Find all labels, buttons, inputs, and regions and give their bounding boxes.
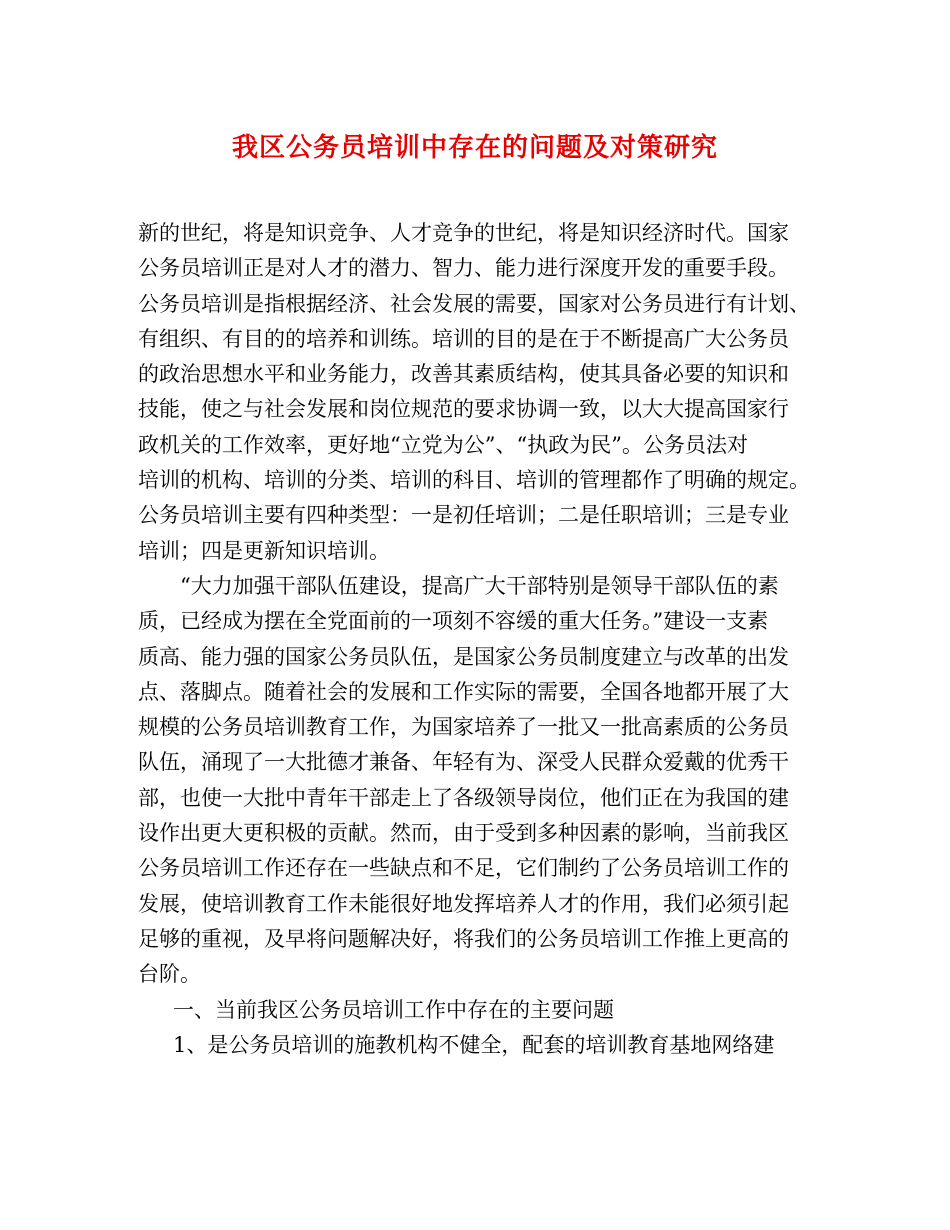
body-line: 质高、能力强的国家公务员队伍，是国家公务员制度建立与改革的出发 [138,644,789,669]
body-line: 公务员培训工作还存在一些缺点和不足，它们制约了公务员培训工作的 [138,856,789,881]
body-line: 点、落脚点。随着社会的发展和工作实际的需要，全国各地都开展了大 [138,679,789,704]
body-line: 1、是公务员培训的施教机构不健全，配套的培训教育基地网络建 [173,1032,775,1057]
body-line: 公务员培训正是对人才的潜力、智力、能力进行深度开发的重要手段。 [138,256,789,281]
body-line: 发展，使培训教育工作未能很好地发挥培养人才的作用，我们必须引起 [138,891,789,916]
body-line: 政机关的工作效率，更好地“立党为公”、“执政为民”。公务员法对 [138,432,748,457]
section-heading: 一、当前我区公务员培训工作中存在的主要问题 [173,997,614,1022]
body-line: 的政治思想水平和业务能力，改善其素质结构，使其具备必要的知识和 [138,362,789,387]
body-line: 队伍，涌现了一大批德才兼备、年轻有为、深受人民群众爱戴的优秀干 [138,750,789,775]
body-line: “大力加强干部队伍建设，提高广大干部特别是领导干部队伍的素 [180,573,779,598]
body-line: 新的世纪，将是知识竞争、人才竞争的世纪，将是知识经济时代。国家 [138,221,789,245]
body-line: 公务员培训主要有四种类型：一是初任培训；二是任职培训；三是专业 [138,503,789,528]
body-line: 技能，使之与社会发展和岗位规范的要求协调一致，以大大提高国家行 [138,397,789,422]
body-line: 培训的机构、培训的分类、培训的科目、培训的管理都作了明确的规定。 [138,468,810,493]
body-line: 足够的重视，及早将问题解决好，将我们的公务员培训工作推上更高的 [138,926,789,951]
body-line: 公务员培训是指根据经济、社会发展的需要，国家对公务员进行有计划、 [138,291,810,316]
body-line: 培训；四是更新知识培训。 [138,538,390,563]
document-title: 我区公务员培训中存在的问题及对策研究 [231,133,718,163]
body-line: 规模的公务员培训教育工作，为国家培养了一批又一批高素质的公务员 [138,715,789,740]
body-line: 有组织、有目的的培养和训练。培训的目的是在于不断提高广大公务员 [138,326,789,351]
document-body [138,216,818,1063]
body-line: 设作出更大更积极的贡献。然而，由于受到多种因素的影响，当前我区 [138,821,789,846]
body-line: 质，已经成为摆在全党面前的一项刻不容缓的重大任务。”建设一支素 [138,609,769,634]
body-line: 台阶。 [138,962,201,987]
body-line: 部，也使一大批中青年干部走上了各级领导岗位，他们正在为我国的建 [138,785,789,810]
